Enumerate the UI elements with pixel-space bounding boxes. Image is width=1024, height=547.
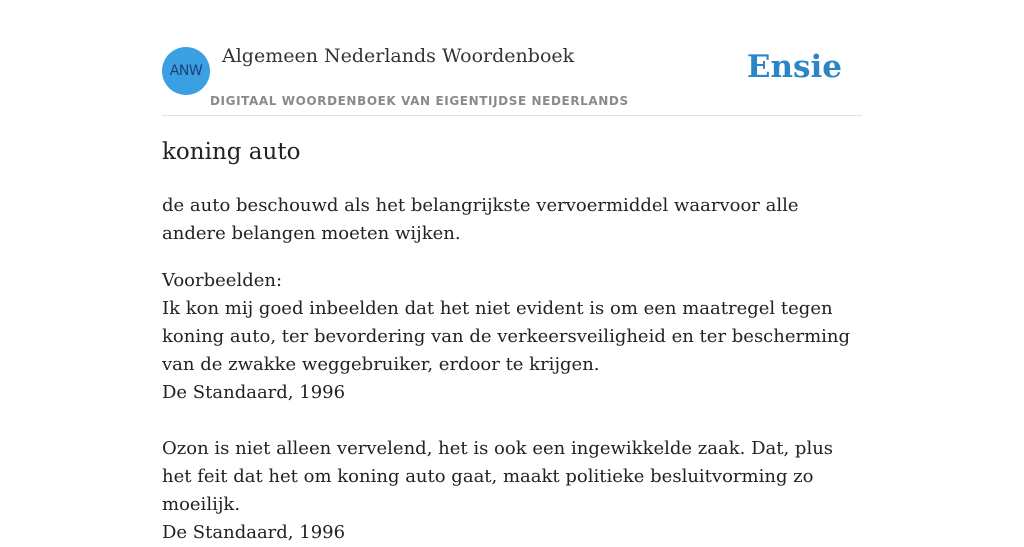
anw-logo[interactable]: ANW	[162, 47, 210, 95]
examples-label: Voorbeelden:	[162, 270, 283, 291]
example-spacer	[162, 407, 862, 435]
example-text: Ik kon mij goed inbeelden dat het niet evident is om een maatregel tegen koning auto, ter bevordering van de verkeersveiligheid en ter bescherming van de zwakke weggebruiker, erdoor te krijgen.	[162, 298, 851, 375]
site-title[interactable]: Algemeen Nederlands Woordenboek	[222, 45, 575, 67]
example-source: De Standaard, 1996	[162, 382, 346, 403]
entry-definition: de auto beschouwd als het belangrijkste vervoermiddel waarvoor alle andere belangen moeten wijken.	[162, 195, 799, 244]
site-subtitle: DIGITAAL WOORDENBOEK VAN EIGENTIJDSE NEDERLANDS	[210, 94, 629, 108]
page	[162, 0, 862, 543]
site-header	[162, 0, 862, 116]
ensie-brand-link[interactable]: Ensie	[746, 49, 842, 85]
entry-headword: koning auto	[162, 139, 301, 165]
examples-section	[162, 267, 862, 547]
example-text: Ozon is niet alleen vervelend, het is ook een ingewikkelde zaak. Dat, plus het feit dat het om koning auto gaat, maakt politieke besluitvorming zo moeilijk.	[162, 438, 834, 515]
example-source: De Standaard, 1996	[162, 522, 346, 543]
